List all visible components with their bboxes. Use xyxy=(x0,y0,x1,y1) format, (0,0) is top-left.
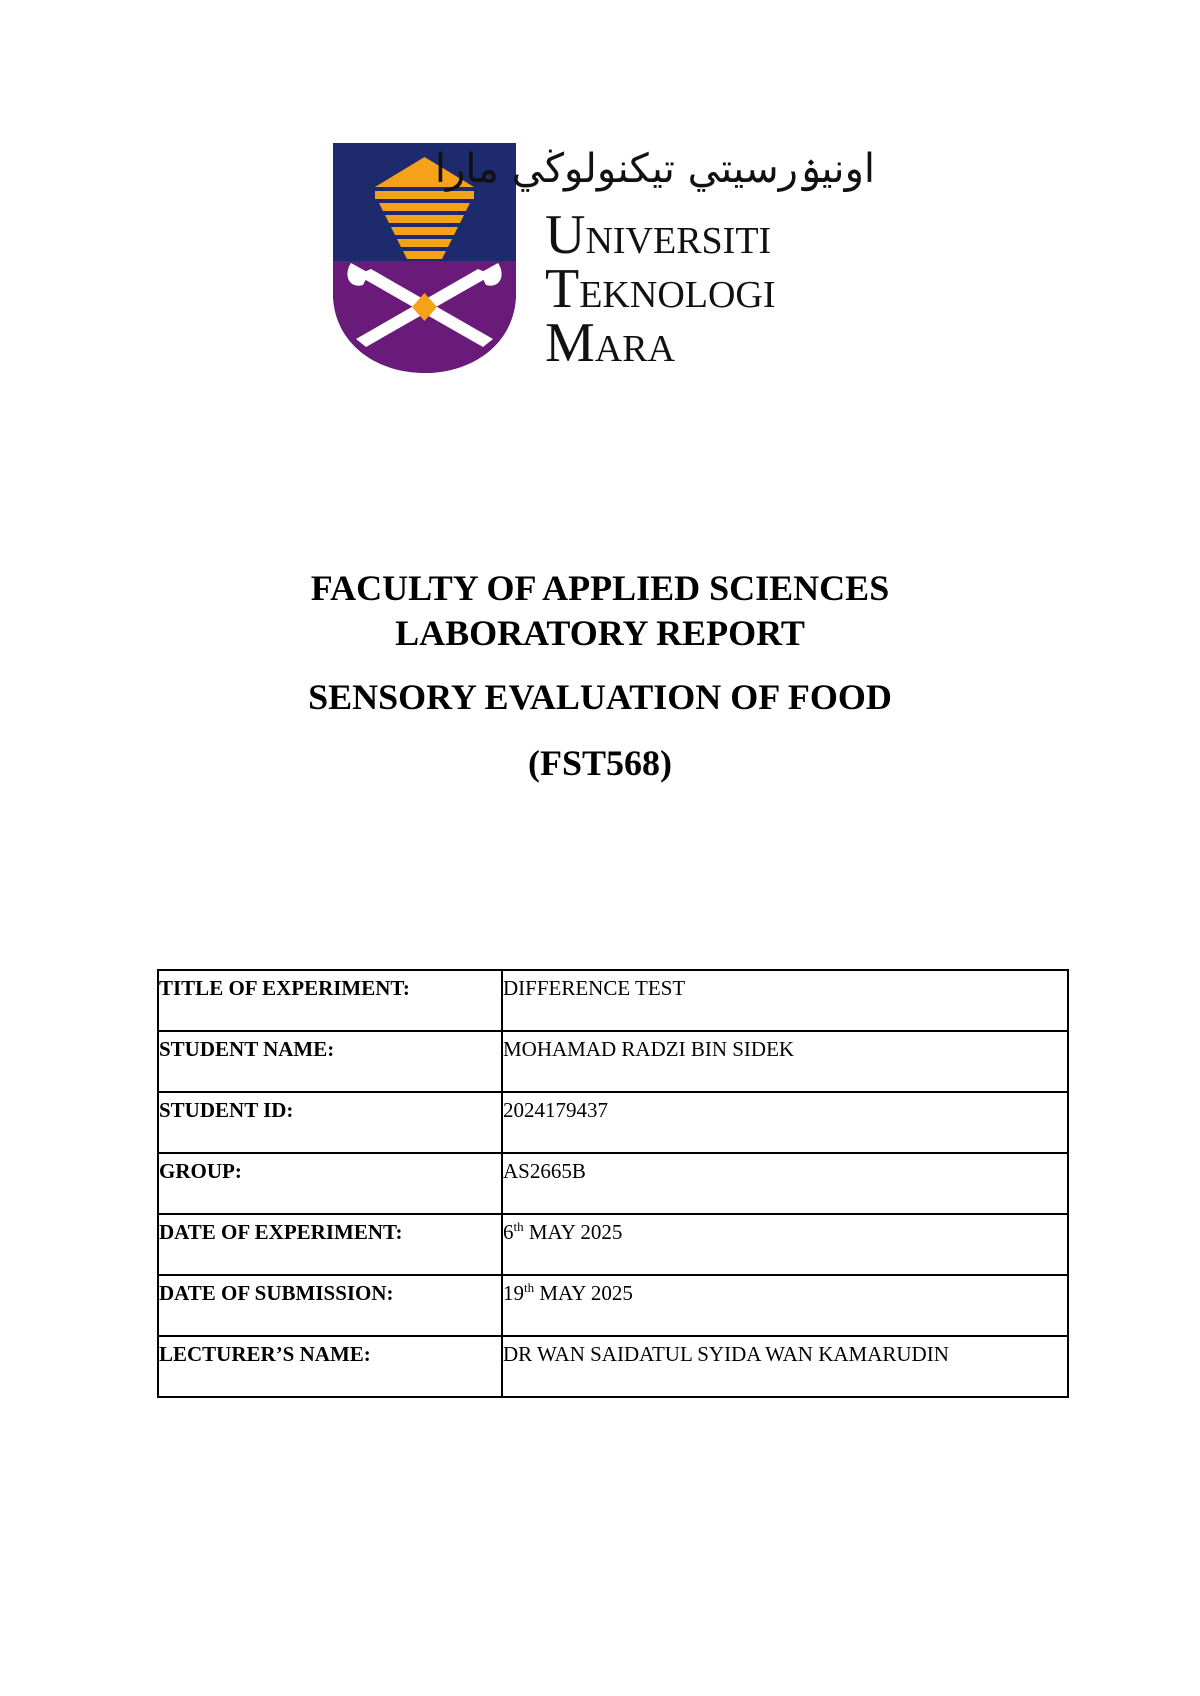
logo-line-teknologi xyxy=(545,258,776,320)
university-logo xyxy=(333,143,893,378)
logo-line1-rest: NIVERSITI xyxy=(585,220,772,262)
logo-line2-initial: T xyxy=(545,258,580,320)
logo-line1-initial: U xyxy=(545,204,586,266)
table-row xyxy=(158,970,1068,1031)
logo-jawi-text: اونيۏرسيتي تيكنولوڬي مارا xyxy=(434,146,875,192)
crest-gold-tier-5 xyxy=(397,239,452,247)
logo-line-universiti xyxy=(545,204,772,266)
crest-gold-tier-4 xyxy=(391,227,458,235)
table-row xyxy=(158,1153,1068,1214)
row-value xyxy=(502,1275,1068,1336)
table-row xyxy=(158,1092,1068,1153)
row-label: DATE OF EXPERIMENT: xyxy=(158,1214,502,1275)
table-row xyxy=(158,1336,1068,1397)
table-row xyxy=(158,1275,1068,1336)
date-ordinal-suffix: th xyxy=(524,1280,535,1295)
date-month-year: MAY 2025 xyxy=(534,1281,633,1305)
crest-gold-tier-6 xyxy=(403,251,446,259)
row-value: AS2665B xyxy=(502,1153,1068,1214)
logo-line-mara xyxy=(545,312,676,374)
row-value: MOHAMAD RADZI BIN SIDEK xyxy=(502,1031,1068,1092)
report-info-table xyxy=(157,969,1069,1398)
row-label: DATE OF SUBMISSION: xyxy=(158,1275,502,1336)
date-day: 6 xyxy=(503,1220,514,1244)
row-value: DR WAN SAIDATUL SYIDA WAN KAMARUDIN xyxy=(502,1336,1068,1397)
date-ordinal-suffix: th xyxy=(513,1219,524,1234)
date-month-year: MAY 2025 xyxy=(523,1220,623,1244)
crest-gold-tier-3 xyxy=(385,215,464,223)
row-value: DIFFERENCE TEST xyxy=(502,970,1068,1031)
row-label: GROUP: xyxy=(158,1153,502,1214)
table-row xyxy=(158,1214,1068,1275)
row-label: LECTURER’S NAME: xyxy=(158,1336,502,1397)
logo-line2-rest: EKNOLOGI xyxy=(579,274,776,316)
logo-line3-rest: ARA xyxy=(594,328,676,370)
faculty-heading: FACULTY OF APPLIED SCIENCES xyxy=(310,568,890,608)
row-label: STUDENT NAME: xyxy=(158,1031,502,1092)
course-name-heading: SENSORY EVALUATION OF FOOD xyxy=(308,677,892,717)
report-type-heading: LABORATORY REPORT xyxy=(395,613,805,653)
logo-wordmark xyxy=(434,143,885,378)
row-value: 2024179437 xyxy=(502,1092,1068,1153)
crest-gold-tier-2 xyxy=(379,203,470,211)
row-label: TITLE OF EXPERIMENT: xyxy=(158,970,502,1031)
logo-line3-initial: M xyxy=(545,312,595,374)
date-day: 19 xyxy=(503,1281,524,1305)
row-value xyxy=(502,1214,1068,1275)
row-label: STUDENT ID: xyxy=(158,1092,502,1153)
table-row xyxy=(158,1031,1068,1092)
course-code-heading: (FST568) xyxy=(528,743,672,783)
